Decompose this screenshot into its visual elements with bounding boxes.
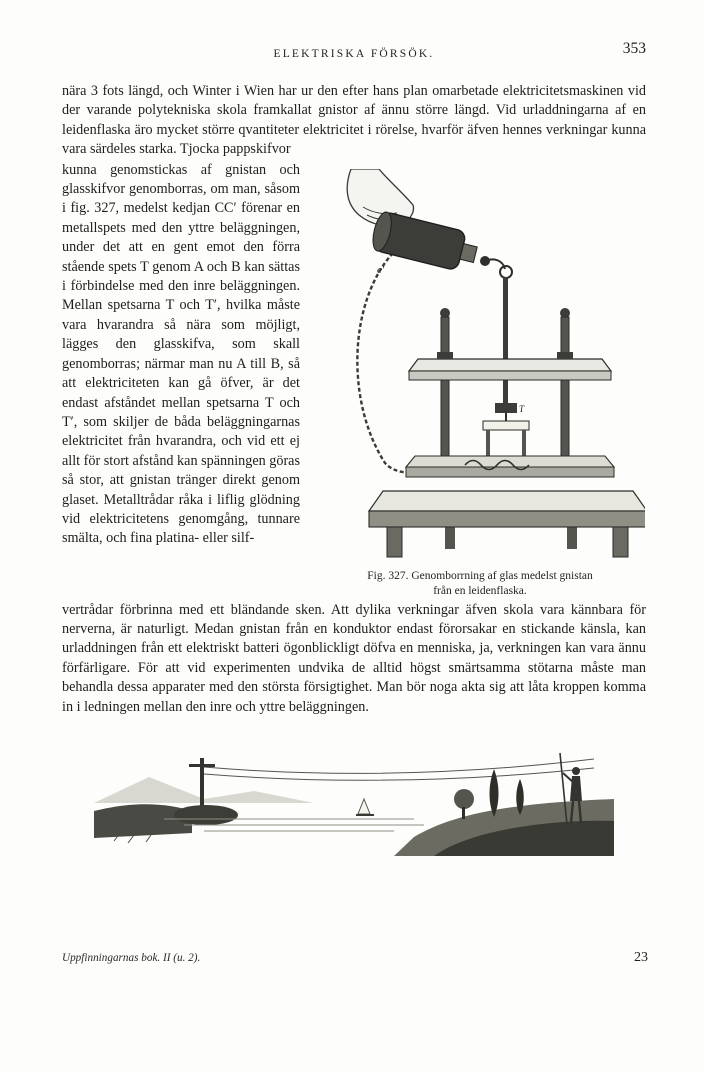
- bush-tree: [454, 789, 474, 809]
- running-title: ELEKTRISKA FÖRSÖK.: [273, 48, 435, 60]
- page-footer: [62, 950, 648, 966]
- left-bank: [94, 804, 192, 838]
- upper-electrode: [495, 403, 517, 413]
- table-leg: [387, 527, 402, 557]
- label-t: T: [519, 403, 525, 414]
- signature-line: Uppfinningarnas bok. II (u. 2).: [62, 952, 201, 964]
- chapter-end-vignette: [62, 741, 646, 861]
- label-c-prime: c′: [377, 263, 385, 276]
- table-leg: [613, 527, 628, 557]
- spark-hook: [500, 266, 512, 278]
- small-stand: [483, 421, 529, 430]
- page-number-bottom: 23: [634, 950, 648, 965]
- figure-327: [314, 161, 646, 600]
- figure-caption-line2: från en leidenflaska.: [433, 585, 527, 598]
- central-rod: [503, 277, 508, 407]
- page-number-top: 353: [622, 40, 646, 57]
- figure-caption: [314, 569, 646, 600]
- landscape-engraving: [94, 741, 614, 856]
- left-column-paragraph: kunna genomstickas af gnistan och glasskifvor genomborras, om man, såsom i fig. 327, medelst kedjan CC′ förenar en metallspets med den yttre beläggningen, under det att en gent emot den förra stående spets T genom A och B kan sättas i förbindelse med den inre beläggningen. Mellan spetsarna T och T′, hvilka måste vara hvarandra så nära som möjligt, lägges den glasskifva, som skall genomborras; närmar man nu A till B, så att elektriciteten kan gå öfver, är det endast afståndet mellan spetsarna T och T′, som skiljer de båda beläggningarnas elektricitet från hvarandra, och vid ett ej allt för stort afstånd kan spänningen göras så stor, att gnistan tränger direkt genom glaset. Metalltrådar råka i liflig glödning vid elektricitetens genomgång, tunnare smälta, och fina platina- eller silf-: [62, 161, 300, 547]
- glass-drilling-apparatus-engraving: [315, 169, 645, 559]
- text-figure-columns: [62, 161, 646, 600]
- table-top: [369, 491, 645, 511]
- figure-caption-line1: Fig. 327. Genomborrning af glas medelst gnistan: [367, 569, 593, 582]
- intro-paragraph: nära 3 fots längd, och Winter i Wien har ur den efter hans plan omarbetade elektricitetsmaskinen vid der varande polytekniska skola framkallat gnistor af ännu större längd. Vid urladdningarna af en leidenflaska äro mycket större qvantiteter elektricitet i rörelse, hvarför äfven hennes verkningar kunna vara särdeles starka. Tjocka pappskifvor: [62, 83, 646, 158]
- closing-paragraph: vertrådar förbrinna med ett bländande sken. Att dylika verkningar äfven skola vara kännbara för nerverna, är naturligt. Medan gnistan från en konduktor endast förorsakar en stickande känsla, kan urladdningen från ett elektriskt batteri ögonblickligt döfva en menniska, ja, verkningen kan vara ännu förfärligare. För att vid experimenten undvika de alltid högst smärtsamma stötarna måste man behandla dessa apparater med den största försigtighet. Man bör noga akta sig att låta kroppen komma in i ledningen mellan den inre och yttre beläggningen.: [62, 601, 646, 715]
- page-header: [62, 40, 646, 62]
- leyden-jar: [370, 210, 481, 274]
- right-post: [561, 317, 569, 456]
- person-figure: [572, 767, 580, 775]
- shelf-board: [409, 359, 611, 371]
- left-post: [441, 317, 449, 456]
- sailboat: [358, 799, 370, 814]
